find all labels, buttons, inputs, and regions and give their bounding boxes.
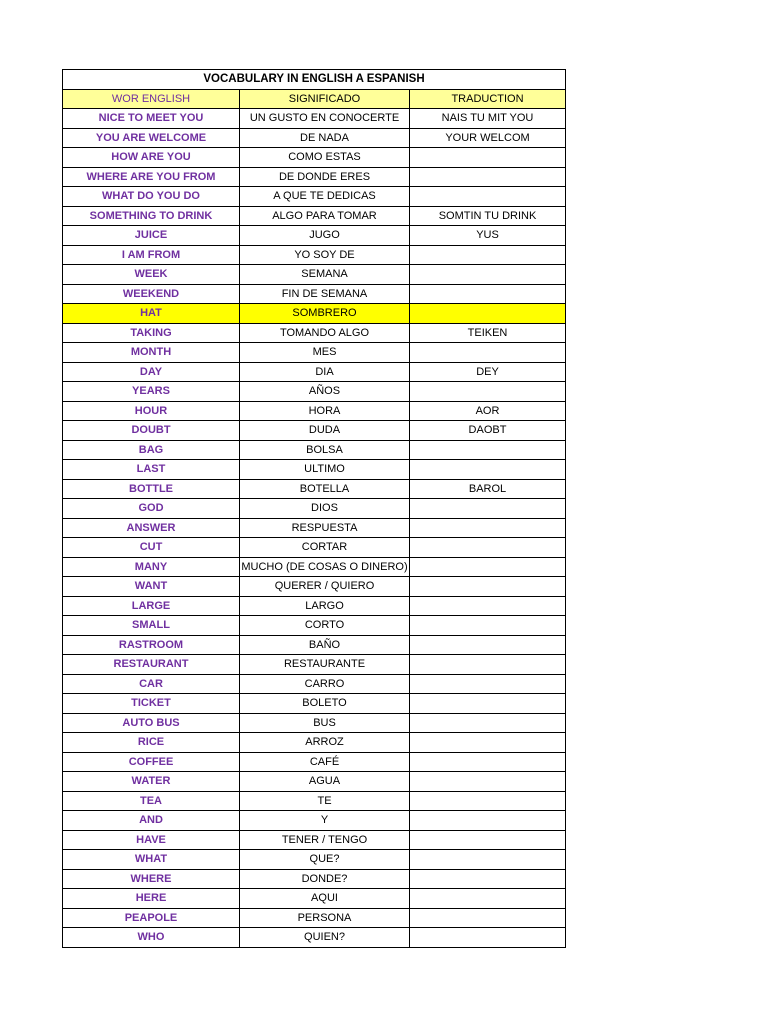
spanish-meaning-cell: DE DONDE ERES [240, 167, 410, 187]
english-word-cell: PEAPOLE [63, 908, 240, 928]
table-row [63, 596, 566, 616]
pronunciation-cell [410, 772, 566, 792]
english-word-cell: DAY [63, 362, 240, 382]
pronunciation-cell [410, 382, 566, 402]
english-word-cell: LAST [63, 460, 240, 480]
pronunciation-cell [410, 304, 566, 324]
spanish-meaning-cell: DONDE? [240, 869, 410, 889]
english-word-cell: WHERE ARE YOU FROM [63, 167, 240, 187]
spanish-meaning-cell: DUDA [240, 421, 410, 441]
table-row [63, 752, 566, 772]
english-word-cell: HAVE [63, 830, 240, 850]
english-word-cell: NICE TO MEET YOU [63, 109, 240, 129]
spanish-meaning-cell: QUERER / QUIERO [240, 577, 410, 597]
pronunciation-cell [410, 889, 566, 909]
table-row [63, 284, 566, 304]
header-english: WOR ENGLISH [63, 89, 240, 109]
english-word-cell: CUT [63, 538, 240, 558]
table-row [63, 655, 566, 675]
table-row [63, 772, 566, 792]
pronunciation-cell: DAOBT [410, 421, 566, 441]
table-row [63, 460, 566, 480]
pronunciation-cell [410, 694, 566, 714]
spanish-meaning-cell: TE [240, 791, 410, 811]
table-row [63, 713, 566, 733]
pronunciation-cell [410, 830, 566, 850]
pronunciation-cell: NAIS TU MIT YOU [410, 109, 566, 129]
english-word-cell: WEEK [63, 265, 240, 285]
table-row [63, 206, 566, 226]
pronunciation-cell [410, 245, 566, 265]
spanish-meaning-cell: RESPUESTA [240, 518, 410, 538]
table-row [63, 518, 566, 538]
english-word-cell: AUTO BUS [63, 713, 240, 733]
pronunciation-cell [410, 811, 566, 831]
spanish-meaning-cell: ARROZ [240, 733, 410, 753]
english-word-cell: HOW ARE YOU [63, 148, 240, 168]
table-row [63, 479, 566, 499]
english-word-cell: WANT [63, 577, 240, 597]
english-word-cell: ANSWER [63, 518, 240, 538]
english-word-cell: RICE [63, 733, 240, 753]
table-row [63, 187, 566, 207]
table-row [63, 245, 566, 265]
vocabulary-rows [63, 109, 566, 948]
table-row [63, 830, 566, 850]
pronunciation-cell [410, 187, 566, 207]
table-row [63, 265, 566, 285]
spanish-meaning-cell: BOLSA [240, 440, 410, 460]
table-row [63, 908, 566, 928]
table-row [63, 167, 566, 187]
english-word-cell: I AM FROM [63, 245, 240, 265]
english-word-cell: MONTH [63, 343, 240, 363]
table-row [63, 850, 566, 870]
english-word-cell: WHERE [63, 869, 240, 889]
pronunciation-cell [410, 655, 566, 675]
pronunciation-cell [410, 343, 566, 363]
table-row [63, 616, 566, 636]
english-word-cell: RASTROOM [63, 635, 240, 655]
table-row [63, 928, 566, 948]
spanish-meaning-cell: ALGO PARA TOMAR [240, 206, 410, 226]
spanish-meaning-cell: BAÑO [240, 635, 410, 655]
english-word-cell: TAKING [63, 323, 240, 343]
english-word-cell: HERE [63, 889, 240, 909]
pronunciation-cell [410, 148, 566, 168]
spanish-meaning-cell: SEMANA [240, 265, 410, 285]
english-word-cell: HOUR [63, 401, 240, 421]
spanish-meaning-cell: CAFÉ [240, 752, 410, 772]
spanish-meaning-cell: AÑOS [240, 382, 410, 402]
pronunciation-cell: YUS [410, 226, 566, 246]
spanish-meaning-cell: QUE? [240, 850, 410, 870]
table-row [63, 323, 566, 343]
spanish-meaning-cell: BOTELLA [240, 479, 410, 499]
english-word-cell: TEA [63, 791, 240, 811]
table-row [63, 538, 566, 558]
table-row [63, 421, 566, 441]
table-row [63, 635, 566, 655]
pronunciation-cell [410, 596, 566, 616]
pronunciation-cell [410, 460, 566, 480]
english-word-cell: YOU ARE WELCOME [63, 128, 240, 148]
english-word-cell: WATER [63, 772, 240, 792]
english-word-cell: TICKET [63, 694, 240, 714]
pronunciation-cell [410, 557, 566, 577]
table-row [63, 401, 566, 421]
english-word-cell: WHO [63, 928, 240, 948]
english-word-cell: GOD [63, 499, 240, 519]
english-word-cell: SOMETHING TO DRINK [63, 206, 240, 226]
pronunciation-cell [410, 635, 566, 655]
spanish-meaning-cell: YO SOY DE [240, 245, 410, 265]
vocabulary-sheet [62, 69, 565, 948]
spanish-meaning-cell: RESTAURANTE [240, 655, 410, 675]
english-word-cell: COFFEE [63, 752, 240, 772]
spanish-meaning-cell: Y [240, 811, 410, 831]
table-row [63, 499, 566, 519]
spanish-meaning-cell: DE NADA [240, 128, 410, 148]
english-word-cell: CAR [63, 674, 240, 694]
header-traduction: TRADUCTION [410, 89, 566, 109]
pronunciation-cell [410, 850, 566, 870]
pronunciation-cell [410, 616, 566, 636]
english-word-cell: BOTTLE [63, 479, 240, 499]
table-row [63, 674, 566, 694]
table-row [63, 869, 566, 889]
pronunciation-cell: DEY [410, 362, 566, 382]
spanish-meaning-cell: FIN DE SEMANA [240, 284, 410, 304]
pronunciation-cell [410, 908, 566, 928]
pronunciation-cell: AOR [410, 401, 566, 421]
pronunciation-cell [410, 167, 566, 187]
spanish-meaning-cell: AGUA [240, 772, 410, 792]
table-row [63, 109, 566, 129]
table-row [63, 304, 566, 324]
english-word-cell: YEARS [63, 382, 240, 402]
spanish-meaning-cell: A QUE TE DEDICAS [240, 187, 410, 207]
table-row [63, 694, 566, 714]
spanish-meaning-cell: UN GUSTO EN CONOCERTE [240, 109, 410, 129]
pronunciation-cell [410, 518, 566, 538]
table-row [63, 382, 566, 402]
english-word-cell: AND [63, 811, 240, 831]
table-row [63, 791, 566, 811]
spanish-meaning-cell: DIA [240, 362, 410, 382]
table-row [63, 343, 566, 363]
vocabulary-table [62, 69, 566, 948]
english-word-cell: HAT [63, 304, 240, 324]
spanish-meaning-cell: PERSONA [240, 908, 410, 928]
table-row [63, 811, 566, 831]
header-significado: SIGNIFICADO [240, 89, 410, 109]
table-row [63, 889, 566, 909]
spanish-meaning-cell: AQUI [240, 889, 410, 909]
table-row [63, 557, 566, 577]
pronunciation-cell [410, 577, 566, 597]
pronunciation-cell: BAROL [410, 479, 566, 499]
spanish-meaning-cell: MUCHO (DE COSAS O DINERO) [240, 557, 410, 577]
english-word-cell: WEEKEND [63, 284, 240, 304]
english-word-cell: JUICE [63, 226, 240, 246]
table-row [63, 128, 566, 148]
pronunciation-cell [410, 265, 566, 285]
title-row [63, 70, 566, 90]
table-row [63, 226, 566, 246]
pronunciation-cell [410, 440, 566, 460]
spanish-meaning-cell: BUS [240, 713, 410, 733]
spanish-meaning-cell: QUIEN? [240, 928, 410, 948]
table-row [63, 577, 566, 597]
english-word-cell: DOUBT [63, 421, 240, 441]
english-word-cell: WHAT DO YOU DO [63, 187, 240, 207]
pronunciation-cell [410, 499, 566, 519]
pronunciation-cell [410, 752, 566, 772]
english-word-cell: MANY [63, 557, 240, 577]
spanish-meaning-cell: LARGO [240, 596, 410, 616]
pronunciation-cell [410, 674, 566, 694]
spanish-meaning-cell: COMO ESTAS [240, 148, 410, 168]
english-word-cell: RESTAURANT [63, 655, 240, 675]
spanish-meaning-cell: CORTO [240, 616, 410, 636]
pronunciation-cell: TEIKEN [410, 323, 566, 343]
english-word-cell: WHAT [63, 850, 240, 870]
spanish-meaning-cell: HORA [240, 401, 410, 421]
spanish-meaning-cell: JUGO [240, 226, 410, 246]
spanish-meaning-cell: TOMANDO ALGO [240, 323, 410, 343]
pronunciation-cell [410, 538, 566, 558]
pronunciation-cell [410, 869, 566, 889]
spanish-meaning-cell: SOMBRERO [240, 304, 410, 324]
pronunciation-cell [410, 928, 566, 948]
spanish-meaning-cell: MES [240, 343, 410, 363]
table-row [63, 148, 566, 168]
pronunciation-cell [410, 284, 566, 304]
pronunciation-cell [410, 791, 566, 811]
header-row [63, 89, 566, 109]
pronunciation-cell: SOMTIN TU DRINK [410, 206, 566, 226]
english-word-cell: BAG [63, 440, 240, 460]
table-row [63, 362, 566, 382]
table-row [63, 440, 566, 460]
english-word-cell: LARGE [63, 596, 240, 616]
pronunciation-cell: YOUR WELCOM [410, 128, 566, 148]
spanish-meaning-cell: BOLETO [240, 694, 410, 714]
spanish-meaning-cell: ULTIMO [240, 460, 410, 480]
spanish-meaning-cell: TENER / TENGO [240, 830, 410, 850]
spanish-meaning-cell: CARRO [240, 674, 410, 694]
pronunciation-cell [410, 733, 566, 753]
spanish-meaning-cell: CORTAR [240, 538, 410, 558]
spanish-meaning-cell: DIOS [240, 499, 410, 519]
pronunciation-cell [410, 713, 566, 733]
english-word-cell: SMALL [63, 616, 240, 636]
table-title: VOCABULARY IN ENGLISH A ESPANISH [63, 70, 566, 90]
table-row [63, 733, 566, 753]
